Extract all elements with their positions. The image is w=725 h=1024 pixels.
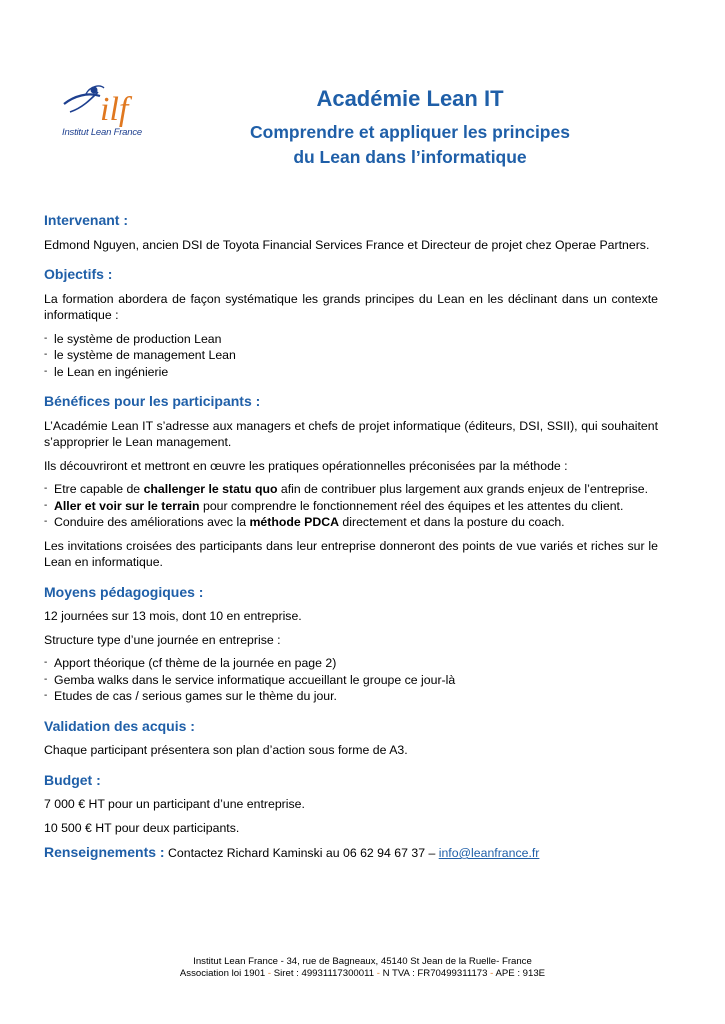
- list-item: [44, 481, 658, 498]
- item-bold: Aller et voir sur le terrain: [54, 498, 200, 513]
- heading-objectifs: Objectifs :: [44, 266, 113, 282]
- validation-text: Chaque participant présentera son plan d’action sous forme de A3.: [44, 743, 408, 757]
- item-text: afin de contribuer plus largement aux grands enjeux de l’entreprise.: [277, 482, 648, 496]
- ilf-logo-icon: [60, 82, 170, 130]
- heading-benefices: Bénéfices pour les participants :: [44, 393, 261, 409]
- benefices-p2: Ils découvriront et mettront en œuvre les pratiques opérationnelles préconisées par la méthode :: [44, 458, 568, 473]
- footer-ape: APE : 913E: [493, 968, 546, 979]
- heading-renseignements: Renseignements :: [44, 844, 165, 860]
- document-body: [44, 212, 658, 862]
- list-item: - le système de production Lean: [44, 331, 658, 348]
- benefices-p1: L’Académie Lean IT s’adresse aux managers et chefs de projet informatique (éditeurs, DSI, SSII), qui souhaitent s’approprier le Lean management.: [44, 418, 658, 449]
- footer-tva: N TVA : FR70499311173: [379, 968, 491, 979]
- section-renseignements: [44, 844, 658, 862]
- subtitle-line-2: du Lean dans l’informatique: [293, 147, 527, 167]
- subtitle-line-1: Comprendre et appliquer les principes: [250, 122, 570, 142]
- footer-separator: -: [376, 968, 380, 979]
- page-title: Académie Lean IT: [316, 86, 504, 111]
- footer-assoc: Association loi 1901: [179, 968, 268, 979]
- ilf-logo: [60, 82, 170, 142]
- footer: [0, 956, 725, 980]
- budget-p1: 7 000 € HT pour un participant d’une entreprise.: [44, 797, 305, 811]
- item-text: Etre capable de: [54, 482, 144, 496]
- section-benefices: [44, 393, 658, 571]
- heading-moyens: Moyens pédagogiques :: [44, 583, 204, 600]
- list-item: - Gemba walks dans le service informatique accueillant le groupe ce jour-là: [44, 672, 658, 689]
- heading-intervenant: Intervenant :: [44, 212, 129, 228]
- page-subtitle: [220, 120, 600, 170]
- section-intervenant: [44, 212, 658, 253]
- footer-siret: Siret : 49931117300011: [271, 968, 377, 979]
- item-text: directement et dans la posture du coach.: [339, 515, 565, 529]
- section-objectifs: [44, 266, 658, 380]
- heading-budget: Budget :: [44, 771, 101, 788]
- footer-separator: -: [490, 968, 494, 979]
- logo-caption: Institut Lean France: [62, 127, 142, 138]
- list-item: [44, 514, 658, 531]
- email-link[interactable]: info@leanfrance.fr: [438, 846, 540, 860]
- item-text: Conduire des améliorations avec la: [54, 515, 250, 529]
- section-budget: [44, 772, 658, 837]
- list-item: [44, 498, 658, 515]
- budget-p2: 10 500 € HT pour deux participants.: [44, 820, 240, 835]
- footer-address: Institut Lean France - 34, rue de Bagneaux, 45140 St Jean de la Ruelle- France: [193, 956, 532, 967]
- list-item: - Apport théorique (cf thème de la journée en page 2): [44, 655, 658, 672]
- benefices-p3: Les invitations croisées des participants dans leur entreprise donneront des points de vue variés et riches sur le Lean en informatique.: [44, 538, 658, 569]
- intervenant-text: Edmond Nguyen, ancien DSI de Toyota Financial Services France et Directeur de projet chez Operae Partners.: [44, 237, 650, 252]
- logo-text: ilf: [100, 91, 129, 128]
- list-item: - Etudes de cas / serious games sur le thème du jour.: [44, 688, 658, 705]
- footer-separator: -: [267, 968, 272, 979]
- section-moyens: [44, 584, 658, 705]
- moyens-p1: 12 journées sur 13 mois, dont 10 en entreprise.: [44, 609, 302, 623]
- heading-validation: Validation des acquis :: [44, 717, 195, 734]
- list-item: - le système de management Lean: [44, 347, 658, 364]
- benefices-list: [44, 481, 658, 531]
- item-bold: challenger le statu quo: [143, 482, 278, 496]
- section-validation: [44, 718, 658, 759]
- renseignements-text: Contactez Richard Kaminski au 06 62 94 67 37 –: [164, 846, 439, 860]
- footer-legal: [0, 968, 725, 980]
- item-bold: méthode PDCA: [249, 515, 340, 529]
- objectifs-text: La formation abordera de façon systématique les grands principes du Lean en les déclinant dans un contexte informatique :: [44, 291, 658, 322]
- objectifs-list: [44, 331, 658, 381]
- list-item: - le Lean en ingénierie: [44, 364, 658, 381]
- moyens-list: [44, 655, 658, 705]
- moyens-p2: Structure type d’une journée en entreprise :: [44, 632, 281, 647]
- item-text: pour comprendre le fonctionnement réel des équipes et les attentes du client.: [199, 498, 624, 513]
